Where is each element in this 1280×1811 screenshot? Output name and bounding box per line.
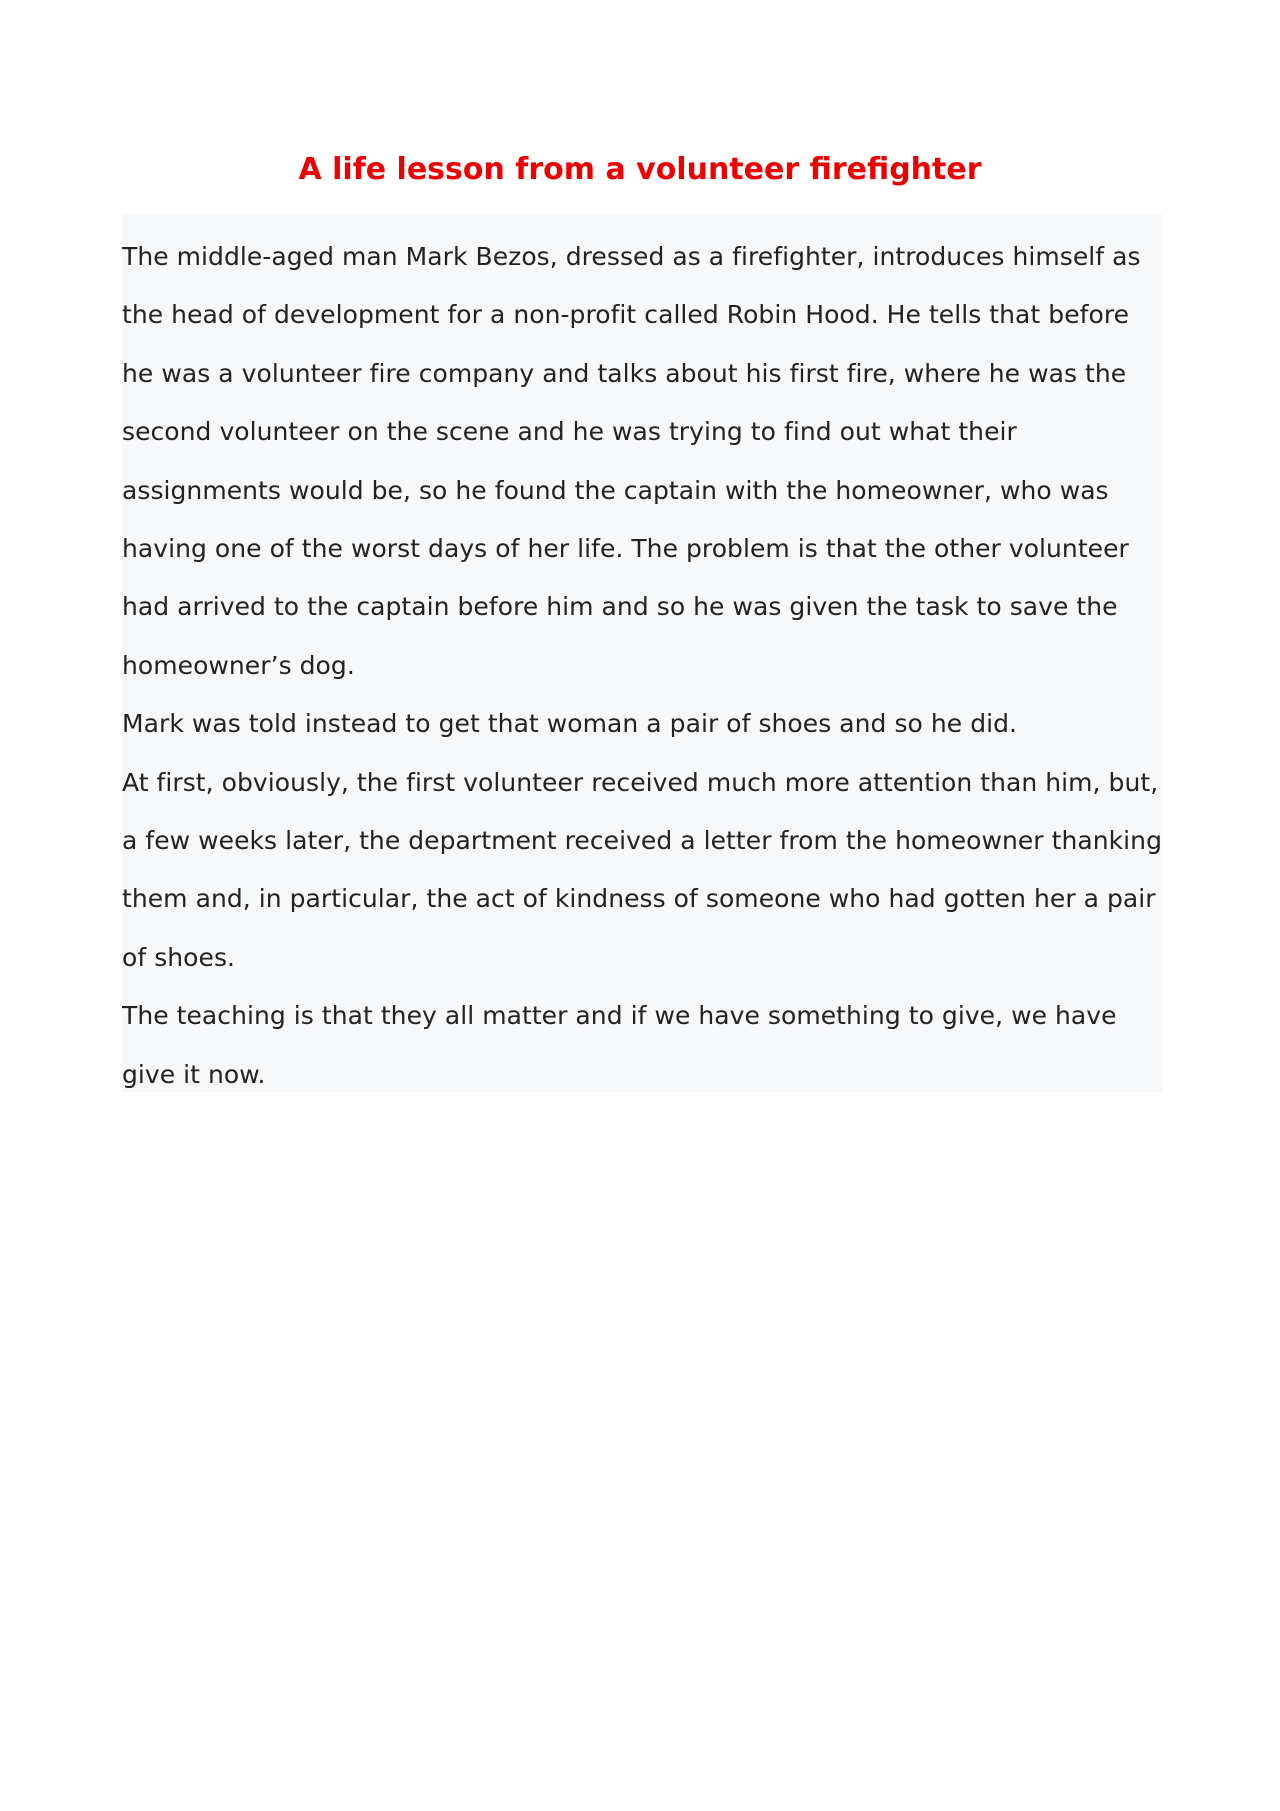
document-body [122,214,1162,1092]
paragraph: The teaching is that they all matter and if we have something to give, we have give it now. [122,1001,1117,1089]
paragraph: Mark was told instead to get that woman a pair of shoes and so he did. [122,709,1018,739]
paragraph: The middle-aged man Mark Bezos, dressed as a firefighter, introduces himself as the head of development for a non-profit called Robin Hood. He tells that before he was a volunteer fire company and talks about his first fire, where he was the second volunteer on the scene and he was trying to find out what their assignments would be, so he found the captain with the homeowner, who was having one of the worst days of her life. The problem is that the other volunteer had arrived to the captain before him and so he was given the task to save the homeowner’s dog. [122,242,1141,680]
document-title: A life lesson from a volunteer firefighter [298,152,982,187]
paragraph: At first, obviously, the first volunteer received much more attention than him, but, a few weeks later, the department received a letter from the homeowner thanking them and, in particular, the act of kindness of someone who had gotten her a pair of shoes. [122,767,1162,972]
